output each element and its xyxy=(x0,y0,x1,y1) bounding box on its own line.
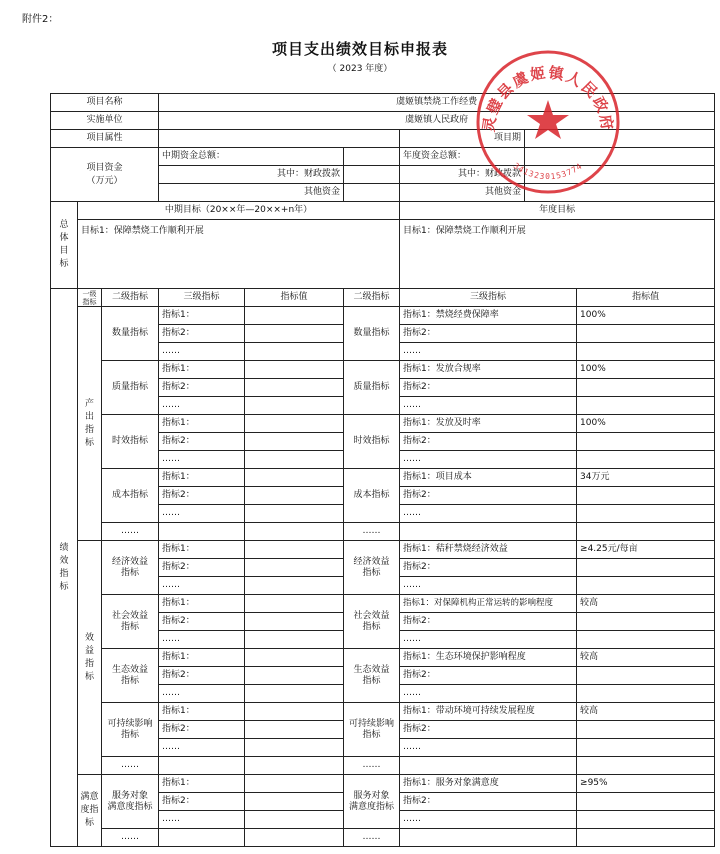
year-econ-ind2: 指标2： xyxy=(400,559,577,577)
year-cost-more: …… xyxy=(400,505,577,523)
year-time-ind1: 指标1：发放及时率 xyxy=(400,415,577,433)
mid-cost-ind1: 指标1： xyxy=(159,469,245,487)
year-quality-ind1-value: 100% xyxy=(577,361,715,379)
year-social-more: …… xyxy=(400,631,577,649)
year-timeliness-indicator: 时效指标 xyxy=(344,415,400,469)
year-sat-ind1: 指标1：服务对象满意度 xyxy=(400,775,577,793)
mid-quality-more: …… xyxy=(159,397,245,415)
mid-fiscal-label: 其中：财政拨款 xyxy=(159,166,344,184)
mid-social-ind1: 指标1： xyxy=(159,595,245,613)
attachment-label: 附件2： xyxy=(22,14,59,25)
mid-fiscal-value xyxy=(344,166,400,184)
year-cost-ind2: 指标2： xyxy=(400,487,577,505)
year-label: （ 2023 年度） xyxy=(327,64,393,74)
year-goal-text: 目标1：保障禁烧工作顺利开展 xyxy=(400,220,715,289)
cost-indicator: 成本指标 xyxy=(102,469,159,523)
seal-text: 灵璧县虞姬镇人民政府 xyxy=(479,63,617,133)
year-economic-indicator: 经济效益 指标 xyxy=(344,541,400,595)
year-quality-ind1: 指标1：发放合规率 xyxy=(400,361,577,379)
level3-header: 三级指标 xyxy=(159,289,245,307)
mid-quality-ind2: 指标2： xyxy=(159,379,245,397)
year-social-indicator: 社会效益 指标 xyxy=(344,595,400,649)
year-fiscal-label: 其中：财政拨款 xyxy=(400,166,525,184)
mid-quantity-ind1: 指标1： xyxy=(159,307,245,325)
performance-indicator-label: 绩 效 指 标 xyxy=(51,289,78,847)
year-quality-more: …… xyxy=(400,397,577,415)
mid-quantity-ind2: 指标2： xyxy=(159,325,245,343)
satisfaction-indicator-label: 满意 度指 标 xyxy=(78,775,102,847)
year-sus-ind2: 指标2： xyxy=(400,721,577,739)
year-quality-indicator: 质量指标 xyxy=(344,361,400,415)
mid-total-label: 中期资金总额： xyxy=(159,148,344,166)
year-quantity-indicator: 数量指标 xyxy=(344,307,400,361)
project-period-label: 项目期 xyxy=(400,130,525,148)
mid-social-more: …… xyxy=(159,631,245,649)
mid-eco-ind1: 指标1： xyxy=(159,649,245,667)
mid-cost-more: …… xyxy=(159,505,245,523)
mid-eco-more: …… xyxy=(159,685,245,703)
mid-time-ind1: 指标1： xyxy=(159,415,245,433)
mid-econ-ind1: 指标1： xyxy=(159,541,245,559)
year-sus-ind1: 指标1：带动环境可持续发展程度 xyxy=(400,703,577,721)
year-eco-ind2: 指标2： xyxy=(400,667,577,685)
year-total-label: 年度资金总额： xyxy=(400,148,525,166)
year-quantity-more: …… xyxy=(400,343,577,361)
mid-social-ind2: 指标2： xyxy=(159,613,245,631)
year-quantity-ind2: 指标2： xyxy=(400,325,577,343)
project-name-label: 项目名称 xyxy=(51,94,159,112)
social-indicator: 社会效益 指标 xyxy=(102,595,159,649)
year-social-ind1-value: 较高 xyxy=(577,595,715,613)
year-eco-more: …… xyxy=(400,685,577,703)
year-other-value xyxy=(525,184,715,202)
year-level3-header: 三级指标 xyxy=(400,289,577,307)
year-sat-ind2: 指标2： xyxy=(400,793,577,811)
mid-eco-ind2: 指标2： xyxy=(159,667,245,685)
year-total-value xyxy=(525,148,715,166)
year-output-more: …… xyxy=(344,523,400,541)
year-time-more: …… xyxy=(400,451,577,469)
mid-sus-more: …… xyxy=(159,739,245,757)
year-cost-ind1: 指标1：项目成本 xyxy=(400,469,577,487)
project-name-value: 虞姬镇禁烧工作经费 xyxy=(159,94,715,112)
year-social-ind1: 指标1：对保障机构正常运转的影响程度 xyxy=(400,595,577,613)
sustainable-indicator: 可持续影响 指标 xyxy=(102,703,159,757)
funds-label: 项目资金 （万元） xyxy=(51,148,159,202)
year-cost-indicator: 成本指标 xyxy=(344,469,400,523)
year-econ-more: …… xyxy=(400,577,577,595)
year-sus-more: …… xyxy=(400,739,577,757)
year-cost-ind1-value: 34万元 xyxy=(577,469,715,487)
year-other-label: 其他资金 xyxy=(400,184,525,202)
mid-sat-ind1: 指标1： xyxy=(159,775,245,793)
output-indicator-label: 产 出 指 标 xyxy=(78,307,102,541)
year-sustainable-indicator: 可持续影响 指标 xyxy=(344,703,400,757)
year-effect-more: …… xyxy=(344,757,400,775)
effect-indicator-label: 效 益 指 标 xyxy=(78,541,102,775)
level1-header: 一级 指标 xyxy=(78,289,102,307)
year-social-ind2: 指标2： xyxy=(400,613,577,631)
value-header: 指标值 xyxy=(245,289,344,307)
performance-target-table xyxy=(50,93,715,847)
mid-goal-header: 中期目标（20××年—20××+n年） xyxy=(78,202,400,220)
year-value-header: 指标值 xyxy=(577,289,715,307)
year-satisfaction-more: …… xyxy=(344,829,400,847)
mid-sat-more: …… xyxy=(159,811,245,829)
year-quantity-ind1-value: 100% xyxy=(577,307,715,325)
service-satisfaction-indicator: 服务对象 满意度指标 xyxy=(102,775,159,829)
mid-sus-ind2: 指标2： xyxy=(159,721,245,739)
year-sat-more: …… xyxy=(400,811,577,829)
year-ecological-indicator: 生态效益 指标 xyxy=(344,649,400,703)
year-econ-ind1: 指标1：秸秆禁烧经济效益 xyxy=(400,541,577,559)
page-title: 项目支出绩效目标申报表 xyxy=(271,40,448,58)
project-period-value xyxy=(525,130,715,148)
mid-time-ind2: 指标2： xyxy=(159,433,245,451)
year-sat-ind1-value: ≥95% xyxy=(577,775,715,793)
level2-header: 二级指标 xyxy=(102,289,159,307)
ecological-indicator: 生态效益 指标 xyxy=(102,649,159,703)
year-time-ind1-value: 100% xyxy=(577,415,715,433)
year-goal-header: 年度目标 xyxy=(400,202,715,220)
timeliness-indicator: 时效指标 xyxy=(102,415,159,469)
mid-cost-ind2: 指标2： xyxy=(159,487,245,505)
mid-econ-ind2: 指标2： xyxy=(159,559,245,577)
mid-other-value xyxy=(344,184,400,202)
mid-total-value xyxy=(344,148,400,166)
year-sus-ind1-value: 较高 xyxy=(577,703,715,721)
economic-indicator: 经济效益 指标 xyxy=(102,541,159,595)
year-fiscal-value xyxy=(525,166,715,184)
project-attr-value xyxy=(159,130,400,148)
mid-quantity-more: …… xyxy=(159,343,245,361)
mid-quality-ind1: 指标1： xyxy=(159,361,245,379)
year-econ-ind1-value: ≥4.25元/每亩 xyxy=(577,541,715,559)
quality-indicator: 质量指标 xyxy=(102,361,159,415)
mid-econ-more: …… xyxy=(159,577,245,595)
mid-goal-text: 目标1：保障禁烧工作顺利开展 xyxy=(78,220,400,289)
year-service-satisfaction-indicator: 服务对象 满意度指标 xyxy=(344,775,400,829)
year-time-ind2: 指标2： xyxy=(400,433,577,451)
mid-sus-ind1: 指标1： xyxy=(159,703,245,721)
quantity-indicator: 数量指标 xyxy=(102,307,159,361)
mid-sat-ind2: 指标2： xyxy=(159,793,245,811)
unit-value: 虞姬镇人民政府 xyxy=(159,112,715,130)
unit-label: 实施单位 xyxy=(51,112,159,130)
overall-goal-label: 总 体 目 标 xyxy=(51,202,78,289)
mid-time-more: …… xyxy=(159,451,245,469)
satisfaction-more: …… xyxy=(102,829,159,847)
mid-other-label: 其他资金 xyxy=(159,184,344,202)
seal-code: 3413230153774 xyxy=(511,161,585,182)
effect-more: …… xyxy=(102,757,159,775)
year-quantity-ind1: 指标1：禁烧经费保障率 xyxy=(400,307,577,325)
year-quality-ind2: 指标2： xyxy=(400,379,577,397)
year-level2-header: 二级指标 xyxy=(344,289,400,307)
output-more: …… xyxy=(102,523,159,541)
year-eco-ind1-value: 较高 xyxy=(577,649,715,667)
project-attr-label: 项目属性 xyxy=(51,130,159,148)
year-eco-ind1: 指标1：生态环境保护影响程度 xyxy=(400,649,577,667)
